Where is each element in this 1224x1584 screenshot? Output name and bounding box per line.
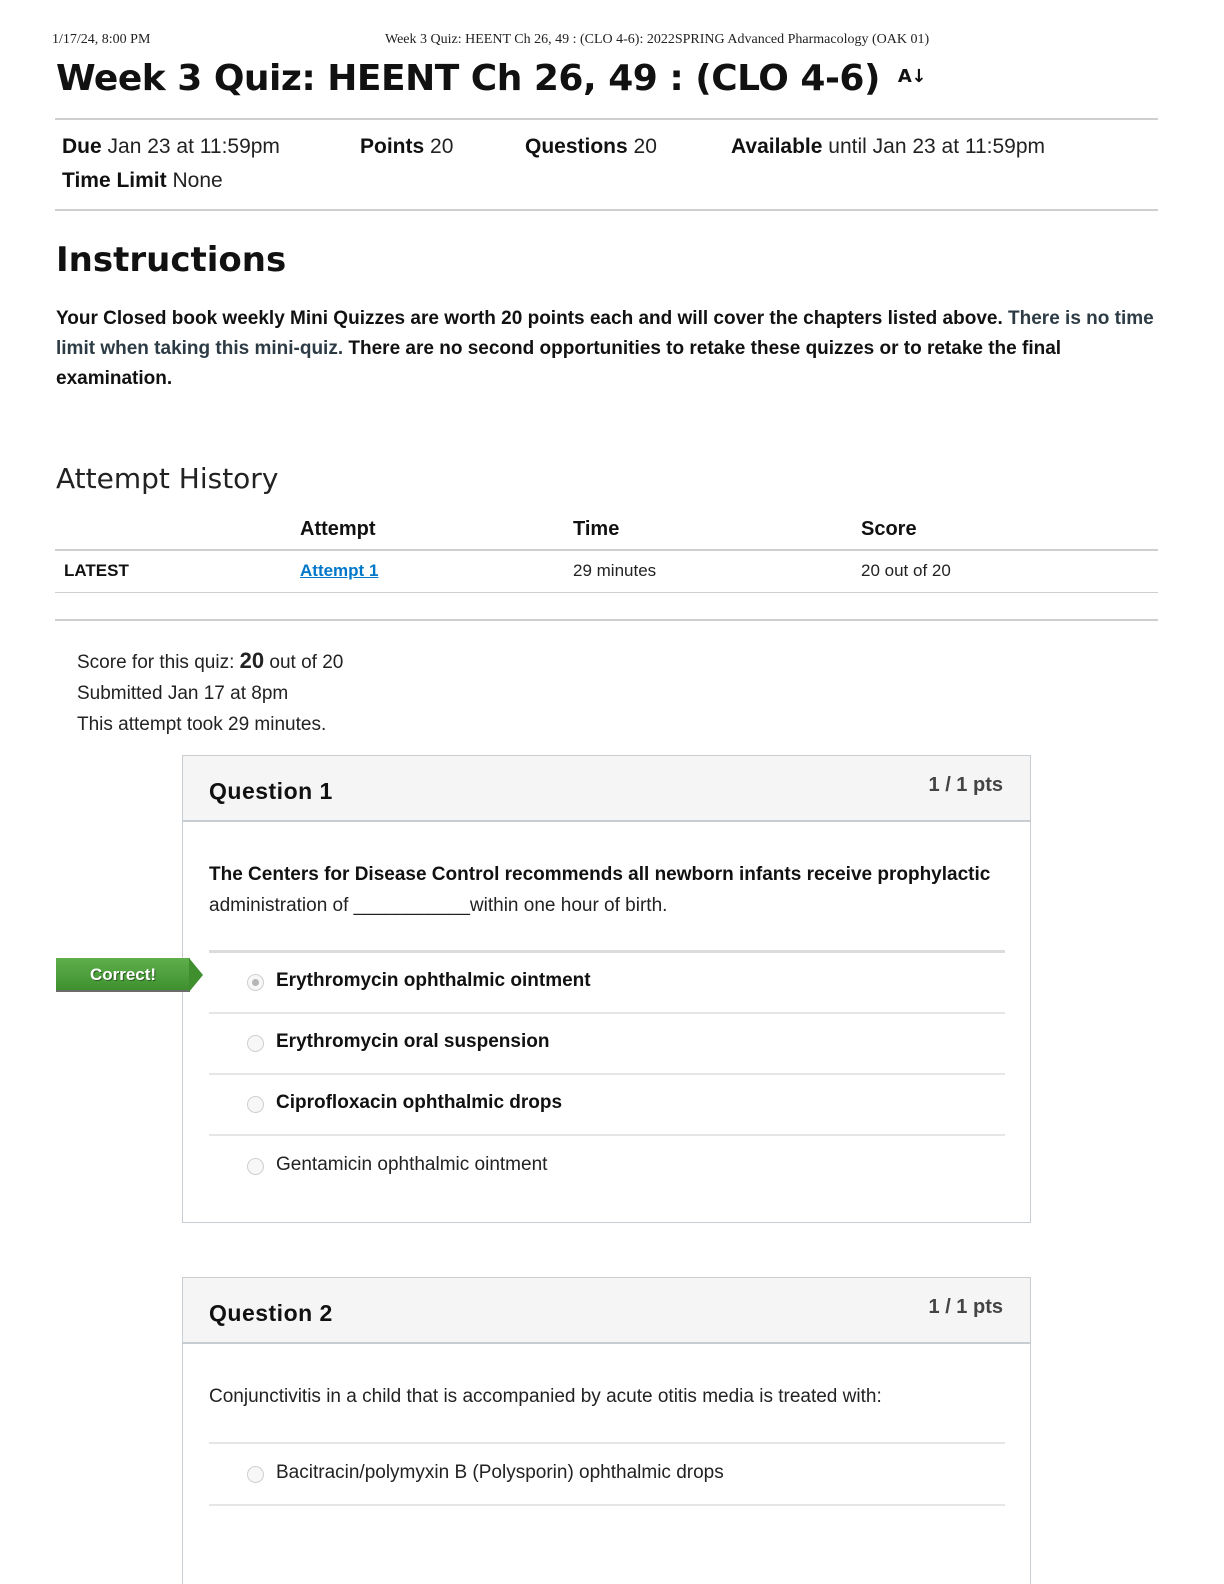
quiz-score (77, 648, 343, 674)
questions-label: Questions (525, 135, 628, 158)
attempt-link[interactable]: Attempt 1 (300, 561, 379, 580)
answer-label: Erythromycin ophthalmic ointment (276, 970, 591, 991)
points-value: 20 (430, 135, 454, 158)
attempt-history-heading: Attempt History (56, 462, 279, 495)
question-title: Question 1 (209, 778, 333, 804)
print-date: 1/17/24, 8:00 PM (52, 32, 151, 47)
divider (55, 209, 1158, 211)
table-divider (55, 549, 1158, 551)
correct-flag-label: Correct! (89, 965, 157, 984)
question-header (183, 1278, 1030, 1344)
question-text-rest: administration of ___________within one hour of birth. (209, 895, 668, 916)
question-text-bold: The Centers for Disease Control recommends all newborn infants receive prophylactic (209, 864, 991, 885)
attempt-time: 29 minutes (573, 561, 657, 580)
due-date (62, 135, 280, 159)
question-title: Question 2 (209, 1300, 333, 1326)
instructions-part-3: There are no second opportunities to retake these quizzes or to retake the final examination. (56, 338, 1062, 389)
latest-label: LATEST (64, 561, 129, 580)
time-limit-label: Time Limit (62, 169, 167, 192)
radio-icon[interactable] (247, 1035, 264, 1052)
column-header-attempt: Attempt (300, 518, 376, 540)
time-limit-info (62, 169, 223, 193)
instructions-part-2: There is no time limit when taking this mini-quiz. (56, 308, 1154, 359)
column-header-score: Score (861, 518, 917, 540)
score-prefix: Score for this quiz: (77, 652, 240, 673)
availability-info (731, 135, 1045, 159)
instructions-text (56, 304, 1156, 394)
instructions-part-1: Your Closed book weekly Mini Quizzes are worth 20 points each and will cover the chapters listed above. (56, 308, 1009, 329)
question-2 (182, 1277, 1031, 1584)
score-suffix: out of 20 (264, 652, 344, 673)
correct-flag-arrow-icon (189, 958, 203, 992)
answer-option[interactable] (209, 1013, 1005, 1074)
question-1 (182, 755, 1031, 1223)
question-points: 1 / 1 pts (928, 1296, 1003, 1318)
divider (55, 118, 1158, 120)
answer-option[interactable] (209, 1074, 1005, 1135)
answer-option[interactable] (209, 1136, 1005, 1197)
radio-icon[interactable] (247, 1096, 264, 1113)
divider (55, 619, 1158, 621)
score-value: 20 (239, 648, 265, 673)
answer-label: Gentamicin ophthalmic ointment (276, 1154, 548, 1175)
questions-value: 20 (633, 135, 657, 158)
answer-option[interactable] (209, 1444, 1005, 1505)
answer-label: Erythromycin oral suspension (276, 1031, 550, 1052)
due-value: Jan 23 at 11:59pm (107, 135, 280, 158)
radio-icon[interactable] (247, 1466, 264, 1483)
answer-label: Ciprofloxacin ophthalmic drops (276, 1092, 563, 1113)
due-label: Due (62, 135, 102, 158)
question-points: 1 / 1 pts (928, 774, 1003, 796)
instructions-heading: Instructions (56, 240, 287, 280)
column-header-time: Time (573, 518, 620, 540)
correct-answer-flag (56, 958, 203, 994)
answer-option[interactable] (209, 952, 1005, 1013)
submitted-time: Submitted Jan 17 at 8pm (77, 683, 289, 704)
radio-selected-icon[interactable] (247, 974, 264, 991)
points-label: Points (360, 135, 425, 158)
question-text: Conjunctivitis in a child that is accompanied by acute otitis media is treated with: (209, 1386, 882, 1407)
font-size-icon[interactable]: A↓ (897, 65, 926, 87)
available-label: Available (731, 135, 823, 158)
answer-divider (209, 1504, 1005, 1506)
print-header (0, 32, 1224, 50)
table-divider (55, 592, 1158, 593)
page-title (56, 58, 926, 99)
question-text (209, 859, 1009, 921)
question-header (183, 756, 1030, 822)
available-value: until Jan 23 at 11:59pm (828, 135, 1046, 158)
radio-icon[interactable] (247, 1158, 264, 1175)
time-limit-value: None (172, 169, 223, 192)
points-info (360, 135, 453, 159)
attempt-duration: This attempt took 29 minutes. (77, 714, 327, 735)
questions-info (525, 135, 657, 159)
answer-label: Bacitracin/polymyxin B (Polysporin) ophthalmic drops (276, 1462, 724, 1483)
quiz-title: Week 3 Quiz: HEENT Ch 26, 49 : (CLO 4-6) (56, 58, 880, 99)
attempt-score: 20 out of 20 (861, 561, 951, 580)
print-page-title: Week 3 Quiz: HEENT Ch 26, 49 : (CLO 4-6): 2022SPRING Advanced Pharmacology (OAK 01) (385, 32, 930, 47)
